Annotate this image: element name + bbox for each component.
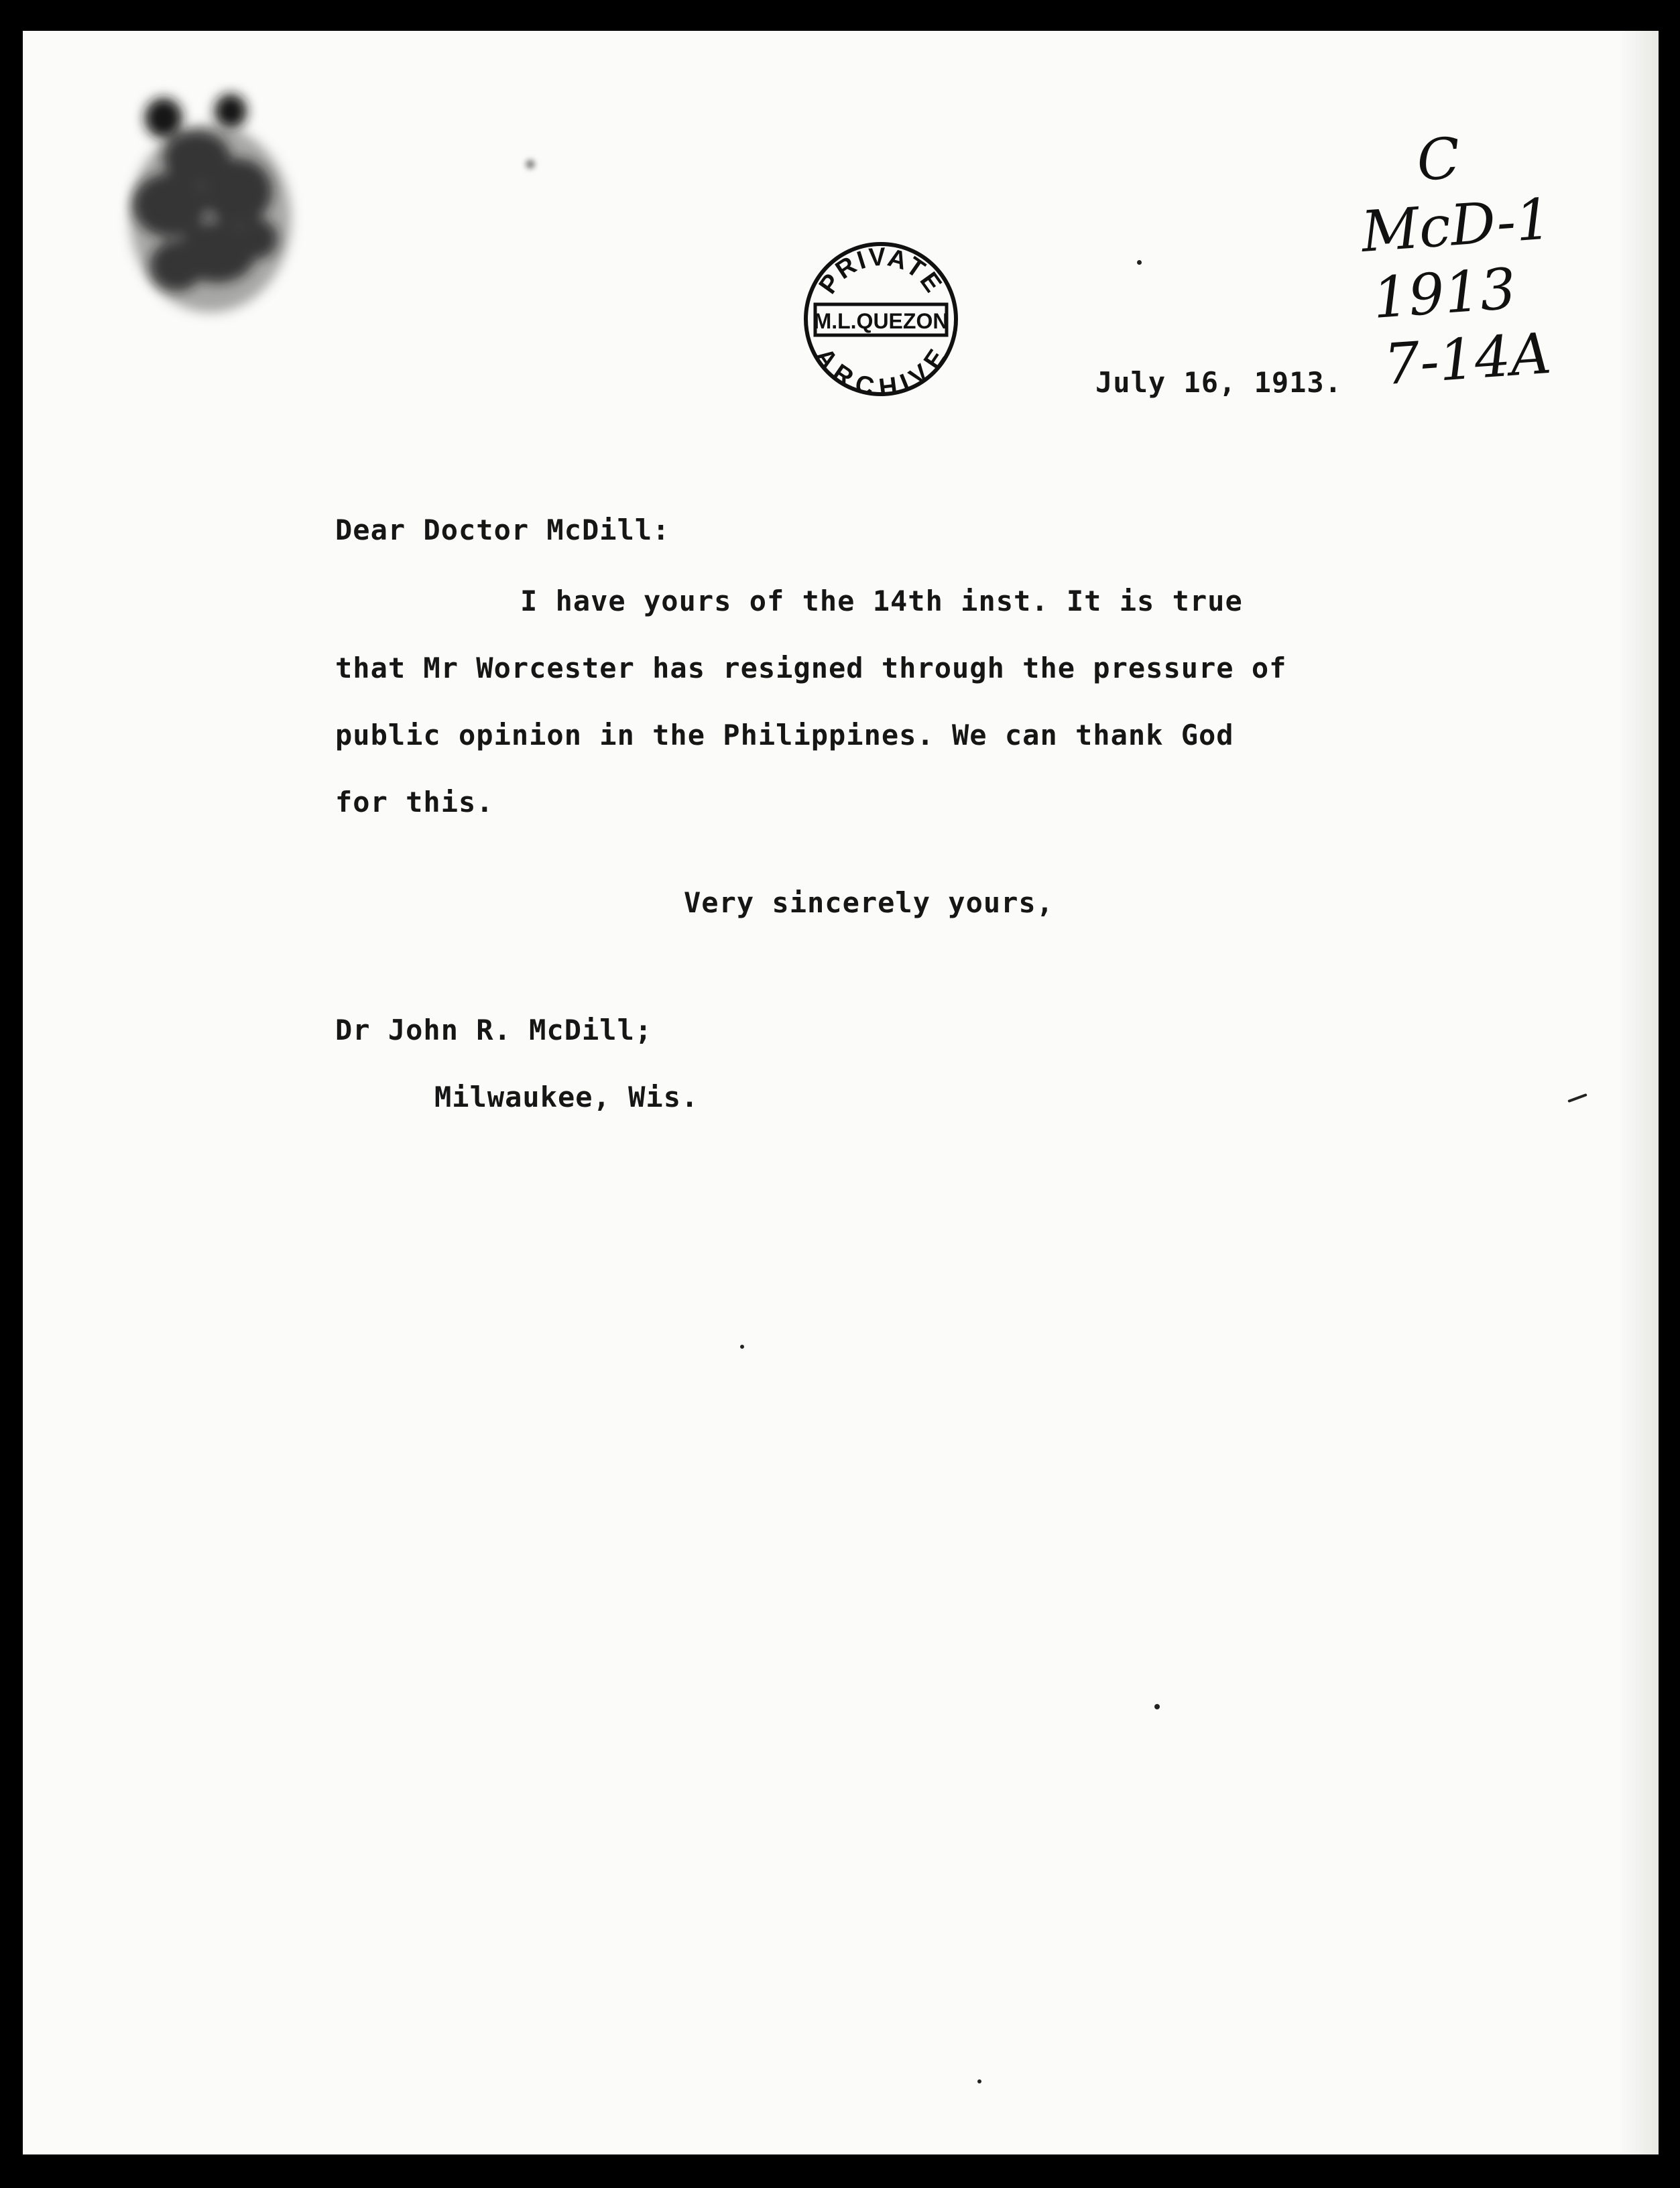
svg-text:PRIVATE: [814, 243, 948, 299]
stamp-bottom-text: ARCHIVE: [809, 343, 953, 400]
body-line-3: public opinion in the Philippines. We can thank God: [335, 719, 1234, 751]
speck: [1567, 1093, 1587, 1103]
letter-salutation: Dear Doctor McDill:: [335, 513, 670, 546]
speck: [1137, 260, 1142, 265]
stamp-middle-text: M.L.QUEZON: [813, 309, 949, 333]
body-line-2: that Mr Worcester has resigned through the pressure of: [335, 652, 1287, 684]
stamp-top-text: PRIVATE: [813, 243, 949, 300]
recipient-name: Dr John R. McDill;: [335, 1014, 653, 1046]
speck: [526, 160, 535, 169]
body-line-4: for this.: [335, 786, 494, 818]
note-line-1: C: [1415, 125, 1463, 194]
body-line-1: I have yours of the 14th inst. It is true: [520, 585, 1243, 617]
speck: [740, 1345, 744, 1349]
speck: [1154, 1704, 1160, 1709]
letter-date: July 16, 1913.: [1095, 366, 1343, 399]
svg-text:ARCHIVE: [809, 343, 953, 400]
private-archive-stamp: [800, 239, 961, 400]
page-edge: [1618, 31, 1659, 2154]
note-line-4: 7-14A: [1382, 320, 1553, 398]
ink-smudge: [103, 58, 331, 326]
speck: [977, 2079, 981, 2083]
handwritten-archive-note: [1354, 119, 1563, 400]
note-line-2: McD-1: [1359, 186, 1554, 265]
recipient-city: Milwaukee, Wis.: [434, 1081, 699, 1113]
note-line-3: 1913: [1370, 255, 1518, 331]
letter-page: [23, 31, 1659, 2154]
letter-closing: Very sincerely yours,: [684, 886, 1055, 919]
